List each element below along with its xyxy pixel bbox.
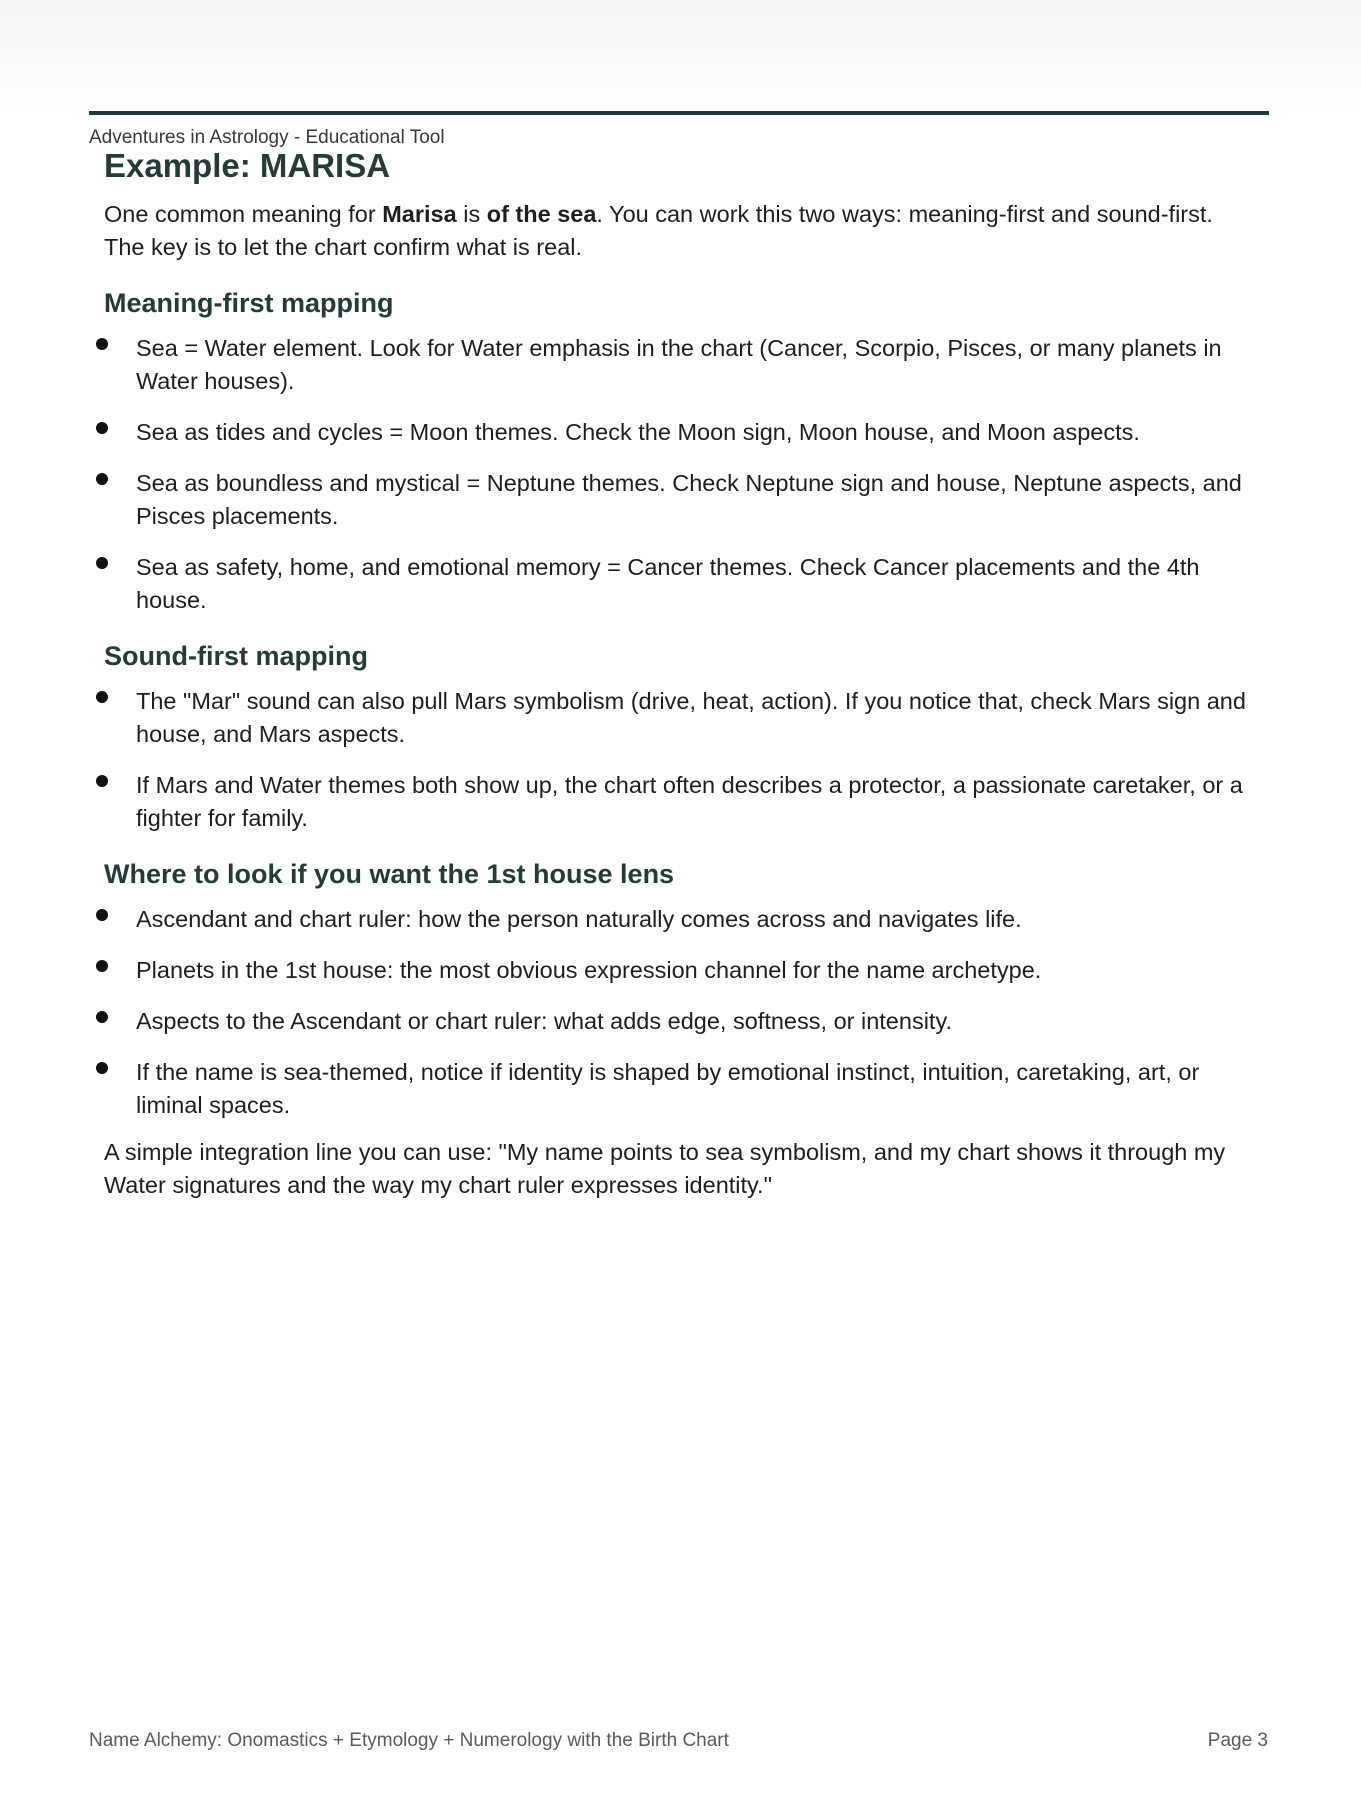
list-item [104, 769, 1254, 835]
bullet-icon [96, 1011, 108, 1023]
bullet-icon [96, 473, 108, 485]
footer-document-title: Name Alchemy: Onomastics + Etymology + Numerology with the Birth Chart [89, 1730, 729, 1751]
list-item [104, 1056, 1254, 1122]
intro-meaning: of the sea [486, 201, 597, 227]
list-item-text: The "Mar" sound can also pull Mars symbolism (drive, heat, action). If you notice that, check Mars sign and house, and Mars aspects. [136, 688, 1246, 747]
page-top-shade [0, 0, 1361, 110]
page-content [104, 146, 1254, 1202]
list-item [104, 685, 1254, 751]
first-house-list [104, 903, 1254, 1122]
intro-name: Marisa [382, 201, 457, 227]
section-heading-meaning-first: Meaning-first mapping [104, 288, 394, 318]
list-item-text: If Mars and Water themes both show up, the chart often describes a protector, a passionate caretaker, or a fighter for family. [136, 772, 1243, 831]
list-item-text: Planets in the 1st house: the most obvious expression channel for the name archetype. [136, 957, 1042, 983]
header-rule [89, 111, 1269, 115]
bullet-icon [96, 960, 108, 972]
intro-text-3: . You can work this two ways: meaning-first and sound-first. The key is to let the chart confirm what is real. [104, 201, 1213, 260]
list-item [104, 903, 1254, 936]
intro-paragraph [104, 198, 1254, 264]
list-item-text: Ascendant and chart ruler: how the person naturally comes across and navigates life. [136, 906, 1022, 932]
list-item [104, 551, 1254, 617]
bullet-icon [96, 775, 108, 787]
list-item-text: Sea as tides and cycles = Moon themes. Check the Moon sign, Moon house, and Moon aspects. [136, 419, 1140, 445]
list-item [104, 332, 1254, 398]
meaning-first-list [104, 332, 1254, 617]
bullet-icon [96, 557, 108, 569]
closing-paragraph: A simple integration line you can use: "My name points to sea symbolism, and my chart shows it through my Water signatures and the way my chart ruler expresses identity." [104, 1139, 1226, 1198]
list-item [104, 416, 1254, 449]
bullet-icon [96, 691, 108, 703]
running-header: Adventures in Astrology - Educational Tool [89, 127, 445, 148]
list-item-text: Sea as boundless and mystical = Neptune themes. Check Neptune sign and house, Neptune aspects, and Pisces placements. [136, 470, 1242, 529]
section-heading-sound-first: Sound-first mapping [104, 641, 368, 671]
bullet-icon [96, 422, 108, 434]
list-item [104, 954, 1254, 987]
list-item-text: If the name is sea-themed, notice if identity is shaped by emotional instinct, intuition, caretaking, art, or liminal spaces. [136, 1059, 1200, 1118]
list-item-text: Sea = Water element. Look for Water emphasis in the chart (Cancer, Scorpio, Pisces, or many planets in Water houses). [136, 335, 1222, 394]
sound-first-list [104, 685, 1254, 835]
bullet-icon [96, 338, 108, 350]
list-item-text: Sea as safety, home, and emotional memory = Cancer themes. Check Cancer placements and the 4th house. [136, 554, 1200, 613]
bullet-icon [96, 1062, 108, 1074]
list-item-text: Aspects to the Ascendant or chart ruler: what adds edge, softness, or intensity. [136, 1008, 952, 1034]
bullet-icon [96, 909, 108, 921]
page-title: Example: MARISA [104, 147, 391, 184]
list-item [104, 467, 1254, 533]
list-item [104, 1005, 1254, 1038]
section-heading-first-house: Where to look if you want the 1st house lens [104, 859, 675, 889]
footer-page-number: Page 3 [1207, 1730, 1268, 1751]
intro-text-1: One common meaning for [104, 201, 383, 227]
intro-text-2: is [456, 201, 487, 227]
